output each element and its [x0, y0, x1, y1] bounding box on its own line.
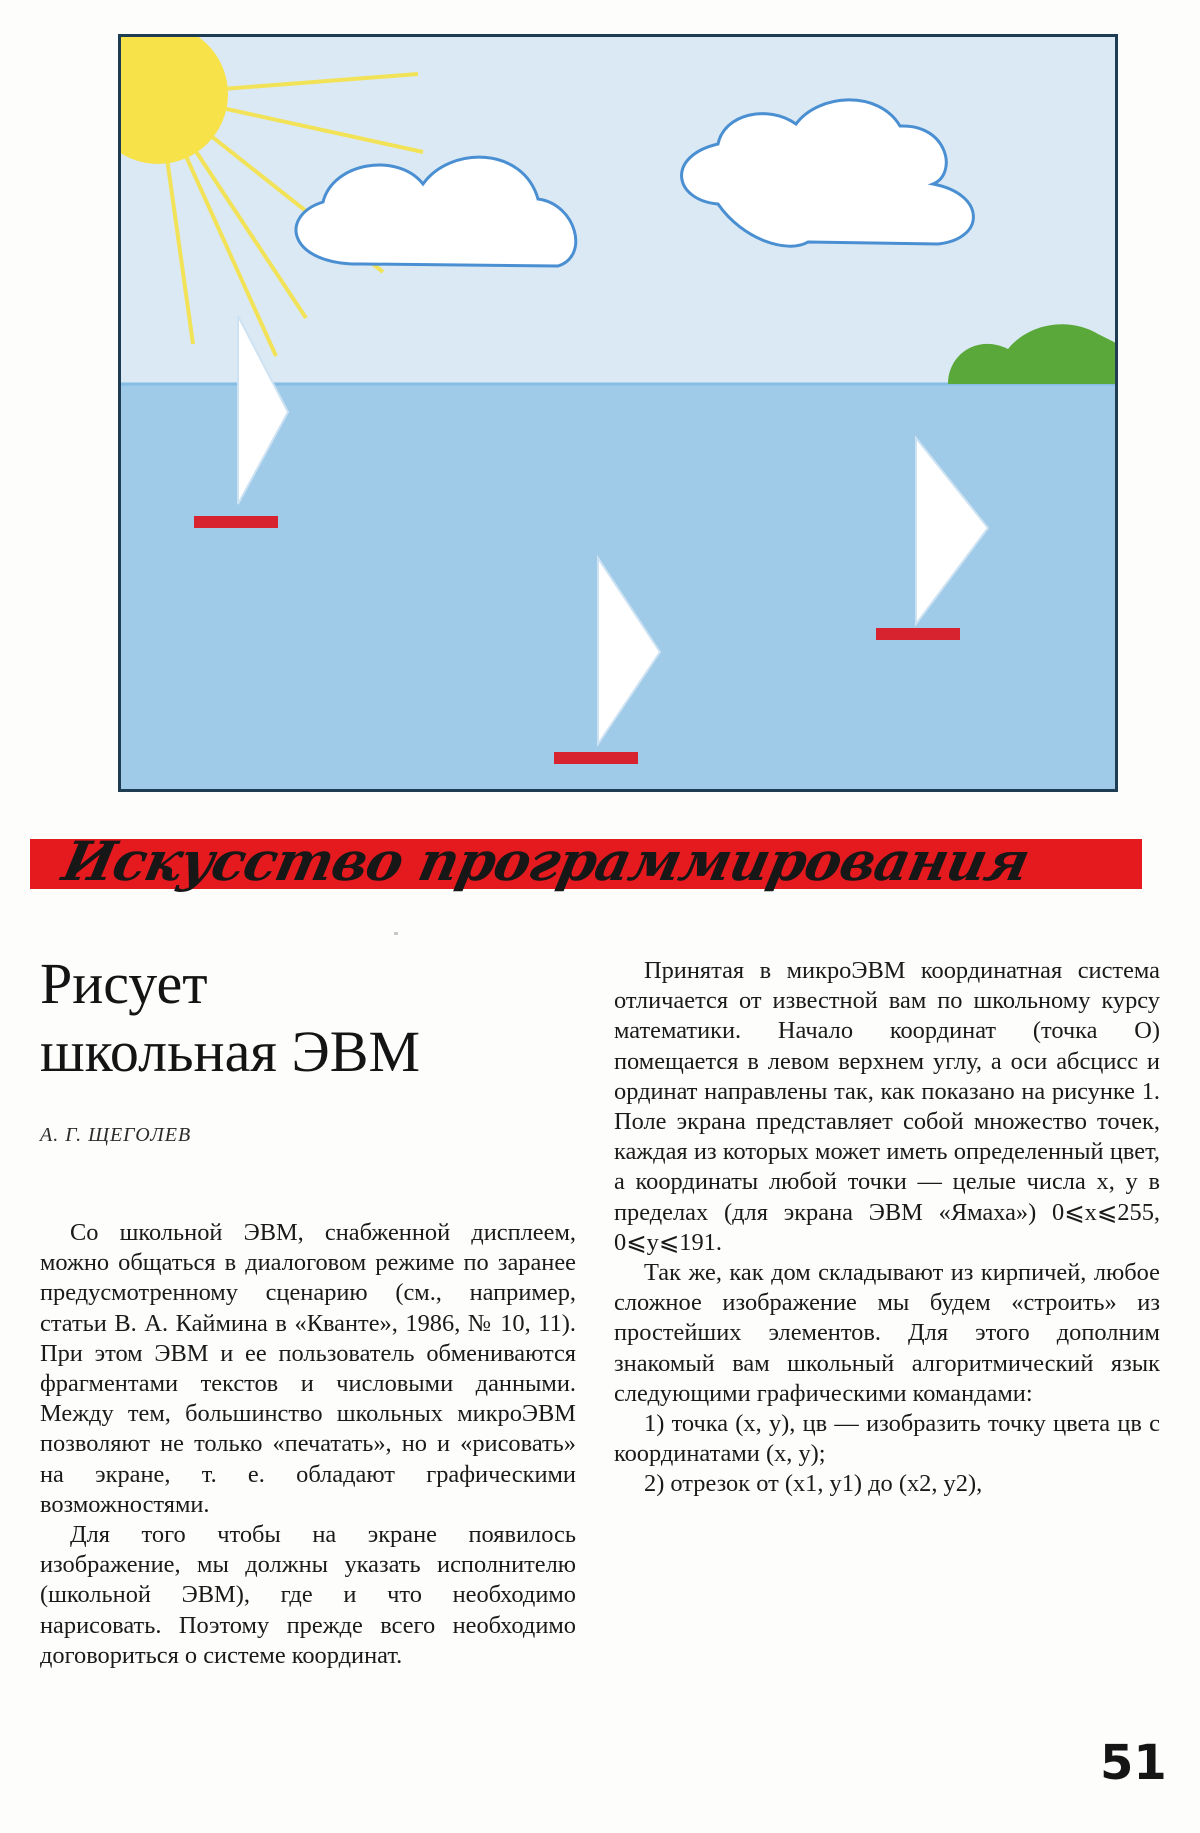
command-item: 1) точка (x, y), цв — изобразить точку цвета цв с координатами (x, y); [614, 1410, 1160, 1468]
title-line-1: Рисует [40, 951, 208, 1016]
paragraph: Принятая в микроЭВМ координатная система отличается от известной вам по школьному курсу математики. Начало координат (точка O) помещается в левом верхнем углу, а оси абсцисс и ординат направлены так, как показано на рисунке 1. Поле экрана представляет собой множество точек, каждая из которых может иметь определенный цвет, а координаты любой точки — целые числа x, y в пределах (для экрана ЭВМ «Ямаха») 0⩽x⩽255, 0⩽y⩽191. [614, 957, 1160, 1256]
command-item: 2) отрезок от (x1, y1) до (x2, y2), [644, 1470, 983, 1498]
print-speck [394, 932, 398, 935]
article-title [40, 950, 560, 1086]
paragraph: Так же, как дом складывают из кирпичей, любое сложное изображение мы будем «строить» из простейших элементов. Для этого дополним знакомый вам школьный алгоритмический язык следующими графическими командами: [614, 1259, 1160, 1407]
paragraph: Для того чтобы на экране появилось изображение, мы должны указать исполнителю (школьной ЭВМ), где и что необходимо нарисовать. Поэтому прежде всего необходимо договориться о системе координат. [40, 1521, 576, 1669]
title-line-2: школьная ЭВМ [40, 1019, 421, 1084]
seascape-illustration [118, 34, 1118, 792]
seascape-svg [118, 34, 1118, 792]
text-column-left [40, 1218, 576, 1671]
text-column-right [614, 956, 1160, 1500]
section-rubric [30, 829, 1142, 895]
article-author: А. Г. ЩЕГОЛЕВ [40, 1124, 192, 1146]
page-number: 51 [1100, 1735, 1167, 1791]
paragraph: Со школьной ЭВМ, снабженной дисплеем, можно общаться в диалоговом режиме по заранее предусмотренному сценарию (см., например, статьи В. А. Каймина в «Кванте», 1986, № 10, 11). При этом ЭВМ и ее пользователь обмениваются фрагментами текстов и числовыми данными. Между тем, большинство школьных микроЭВМ позволяют не только «печатать», но и «рисовать» на экране, т. е. обладают графическими возможностями. [40, 1219, 576, 1518]
rubric-title: Искусство программирования [57, 829, 1035, 893]
